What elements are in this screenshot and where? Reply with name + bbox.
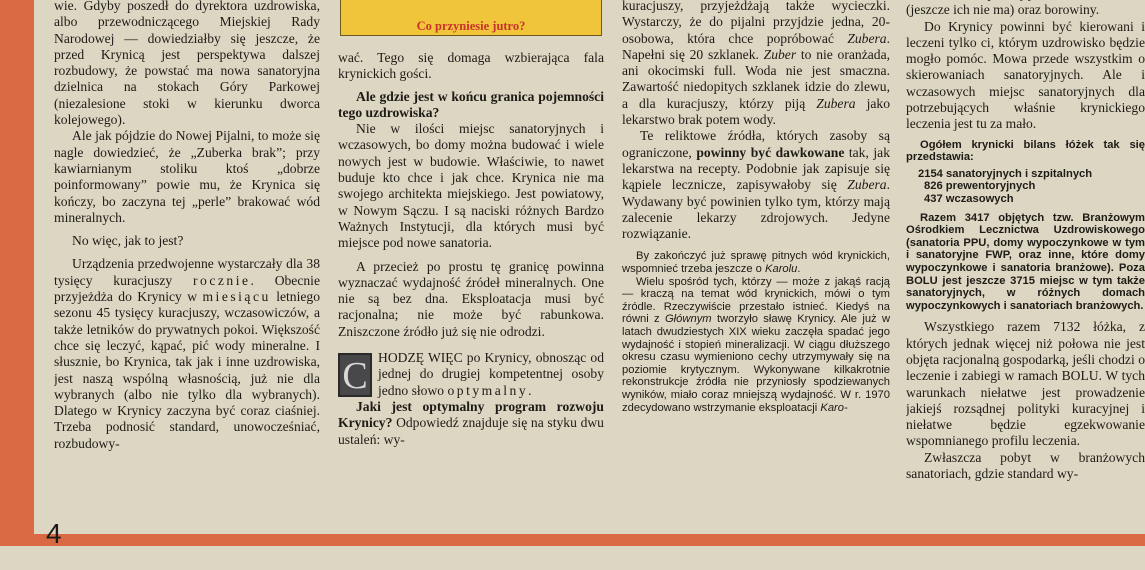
article-column-4 (906, 0, 1145, 531)
col3-p1-a: kuracjuszy, przyjeżdżają także wycieczki. Wystarczy, że do pijalni przyjdzie jedna, 20-osobowa, która chce popróbować (622, 0, 890, 46)
col3-p1-c: . Napełni się 20 szklanek. (622, 30, 890, 62)
col2-subheading-2: Jaki jest optymalny program rozwoju Krynicy? (338, 398, 604, 431)
col1-p4-part-e: letniego sezonu 45 tysięcy kuracjuszy, wczasowiczów, a także letników do prywatnych pokoi. Większość chce się leczyć, kąpać, pić wody mineralne. I słusznie, bo Krynica, tak jak i inne uzdrowiska, jest naszą wspólną własnością, już nie dla wybranych (albo nie tylko dla wybranych). Dlatego w Krynicy zaczyna być coraz ciaśniej. Trzeba podnosić standard, unowocześniać, rozbudowy- (54, 289, 320, 451)
col3-small-paragraph-2 (622, 276, 890, 415)
col2-paragraph-3: A przecież po prostu tę granicę powinna wyznaczać wydajność źródeł mineralnych. One nie są bez dna. Eksploatacja musi być racjonalna; nie może być rabunkowa. Zniszczone źródło już się nie odrodzi. (338, 258, 604, 339)
col3-p2-c: tak, jak lekarstwa na recepty. Podobnie jak zapisuje się kąpiele lecznicze, zapisywałoby się (622, 144, 890, 193)
col2-subheading-1: Ale gdzie jest w końcu granica pojemności tego uzdrowiska? (338, 88, 604, 120)
col4-paragraph-3: Zwłaszcza pobyt w branżowych sanatoriach, gdzie standard wy- (906, 449, 1145, 482)
article-column-3 (622, 0, 890, 543)
col3-p2-e: . Wydawany być powinien tylko tym, którzy mają zalecenie lekarzy zdrojowych. Jedyne rozwiązanie. (622, 177, 890, 242)
col1-paragraph-4 (54, 256, 320, 452)
col2-paragraph-5 (338, 399, 604, 448)
col3-p1-e: to nie oranżada, ani okocimski full. Woda nie jest smaczna. Zawartość niedopitych szklanek idzie do zlewu, a dla kuracjuszy, którzy piją (622, 46, 890, 111)
col3-p2-a: Te reliktowe źródła, których zasoby są ograniczone, (622, 128, 890, 160)
col1-p4-part-c: . Obecnie przyjeżdża do Krynicy w (54, 272, 320, 305)
col3-small-paragraph-1 (622, 250, 890, 275)
dropcap-letter-box (338, 353, 372, 397)
col2-p5-text: Odpowiedź znajduje się na styku dwu ustaleń: wy- (338, 415, 604, 447)
col4-small-paragraph-1: Ogółem krynicki bilans łóżek tak się przedstawia: (906, 138, 1145, 164)
col1-emphasis-miesiacu: miesiącu (202, 289, 271, 305)
col3-p2-zubera: Zubera (847, 177, 887, 193)
col3-s1-c: . (797, 263, 801, 276)
col3-p1-zubera-1: Zubera (847, 30, 887, 46)
page-border-left (0, 0, 34, 546)
col4-small-print (906, 139, 1145, 313)
col4-stat-2: 826 prewentoryjnych (924, 180, 1036, 193)
col1-emphasis-rocznie: rocznie (193, 272, 251, 288)
col2-dropcap-section (338, 350, 604, 399)
col3-small-print (622, 250, 890, 414)
col3-p1-zuber: Zuber (763, 46, 797, 62)
col4-small-paragraph-2: Razem 3417 objętych tzw. Branżowym Ośrodkiem Lecznictwa Uzdrowiskowego (sanatoria PPU, domy wypoczynkowe w tym i sanatoryjne FWP, oraz inne, które domy wypoczynkowe i sanatoria branżowe). Poza BOLU jest jeszcze 3715 miejsc w tym także sanatoryjnych, w różnych domach wypoczynkowych i sanatoriach branżowych. (906, 211, 1145, 312)
col2-emphasis-optymalny: optymalny (447, 382, 529, 398)
col1-paragraph-3: No więc, jak to jest? (72, 233, 184, 249)
article-column-1 (54, 0, 320, 518)
col3-paragraph-2 (622, 128, 890, 242)
col4-stat-1: 2154 sanatoryjnych i szpitalnych (918, 167, 1093, 180)
col2-p4-part-a: HODZĘ WIĘC po Krynicy, obnosząc od jednej do drugiej kompetentnej osoby jedno słowo (378, 350, 604, 398)
col2-p4-part-c: . (528, 382, 532, 398)
col3-p1-g: jako lekarstwo brak potem wody. (622, 95, 890, 128)
col3-s2-glownym: Głównym (664, 313, 712, 326)
col1-paragraph-1: wie. Gdyby poszedł do dyrektora uzdrowiska, albo przewodniczącego Miejskiej Rady Narodowej — dowiedziałby się jeszcze, że przed Krynicą jest perspektywa dalszej rozbudowy, że powstać ma nowa sanatoryjna dzielnica na stokach Góry Parkowej (niezalesione stoki w kierunku dworca kolejowego). (54, 0, 320, 128)
col2-paragraph-4 (338, 350, 604, 399)
teaser-text: Co przyniesie jutro? (416, 19, 526, 33)
col4-paragraph-1: Do Krynicy powinni być kierowani i leczeni tylko ci, którym uzdrowisko będzie mogło pomóc. Mowa przede wszystkim o skierowaniach sanatoryjnych. Ale i wczasowych miejsc sanatoryjnych dla potrzebujących właśnie krynickiego leczenia jest tu za mało. (906, 18, 1145, 132)
col3-s2-karo: Karo- (820, 401, 848, 414)
article-column-2 (338, 50, 604, 570)
page-number: 4 (46, 522, 62, 546)
col1-p4-part-a: Urządzenia przedwojenne wystarczały dla 38 tysięcy kuracjuszy (54, 256, 320, 288)
col4-paragraph-0: (jeszcze ich nie ma) oraz borowiny. (906, 2, 1100, 18)
col3-s2-c: tworzyło sławę Krynicy. Ale już w latach dwudziestych XIX wieku zaczęła spadać jego wydajność i stopień mineralizacji. W ciągu dłuższego okresu czasu wymieniono cechy utrzymywały się na poziomie krytycznym. Wykonywane kilkakrotnie rekonstrukcje źródła nie przyniosły spodziewanych wyników, miało coraz mniejszą wydajność. W r. 1970 zdecydowano wstrzymanie eksploatacji (622, 313, 890, 414)
col4-paragraph-2: Wszystkiego razem 7132 łóżka, z których jednak więcej niż połowa nie jest objęta racjonalną gospodarką, jeśli chodzi o leczenie i zabiegi w ramach BOLU. W tych warunkach niełatwe jest prowadzenie jakiejś rozsądnej polityki kuracyjnej i niełatwe będzie egzekwowanie wspomnianego profilu leczenia. (906, 319, 1145, 449)
dropcap-letter: C (342, 355, 368, 398)
col3-paragraph-1 (622, 0, 890, 128)
col3-s2-a: Wielu spośród tych, którzy — może z jakąś racją — kraczą na temat wód krynickich, mówi o tym źródle. Rzeczywiście przestało istnieć. Kiedyś na równi z (622, 275, 890, 326)
col2-paragraph-1: wać. Tego się domaga wzbierająca fala krynickich gości. (338, 50, 604, 82)
col4-stat-3: 437 wczasowych (924, 193, 1014, 206)
col1-paragraph-2: Ale jak pójdzie do Nowej Pijalni, to może się nagle dowiedzieć, że „Zuberka brak”; przy kawiarnianym stoliku ktoś „dobrze poinformowany” powie mu, że Krynica się kończy, bo zaczyna tej „perle” brakować wód mineralnych. (54, 128, 320, 225)
col2-paragraph-2: Nie w ilości miejsc sanatoryjnych i wczasowych, bo domy można budować i wiele nowych jest w budowie. Właściwie, to nawet buduje kto chce i jak chce. Krynica nie ma swojego architekta miejskiego. Jest powiatowy, w Nowym Sączu. I są naciski różnych Bardzo Ważnych Instytucji, dla których musi być miejsce pod nowe sanatoria. (338, 121, 604, 251)
teaser-box (340, 0, 602, 36)
col3-p2-emphasis: powinny być dawkowane (696, 144, 845, 160)
col3-s1-a: By zakończyć już sprawę pitnych wód krynickich, wspomnieć trzeba jeszcze o (622, 250, 890, 276)
col3-p1-zubera-2: Zubera (816, 95, 856, 111)
col3-s1-karolu: Karolu (765, 263, 798, 276)
